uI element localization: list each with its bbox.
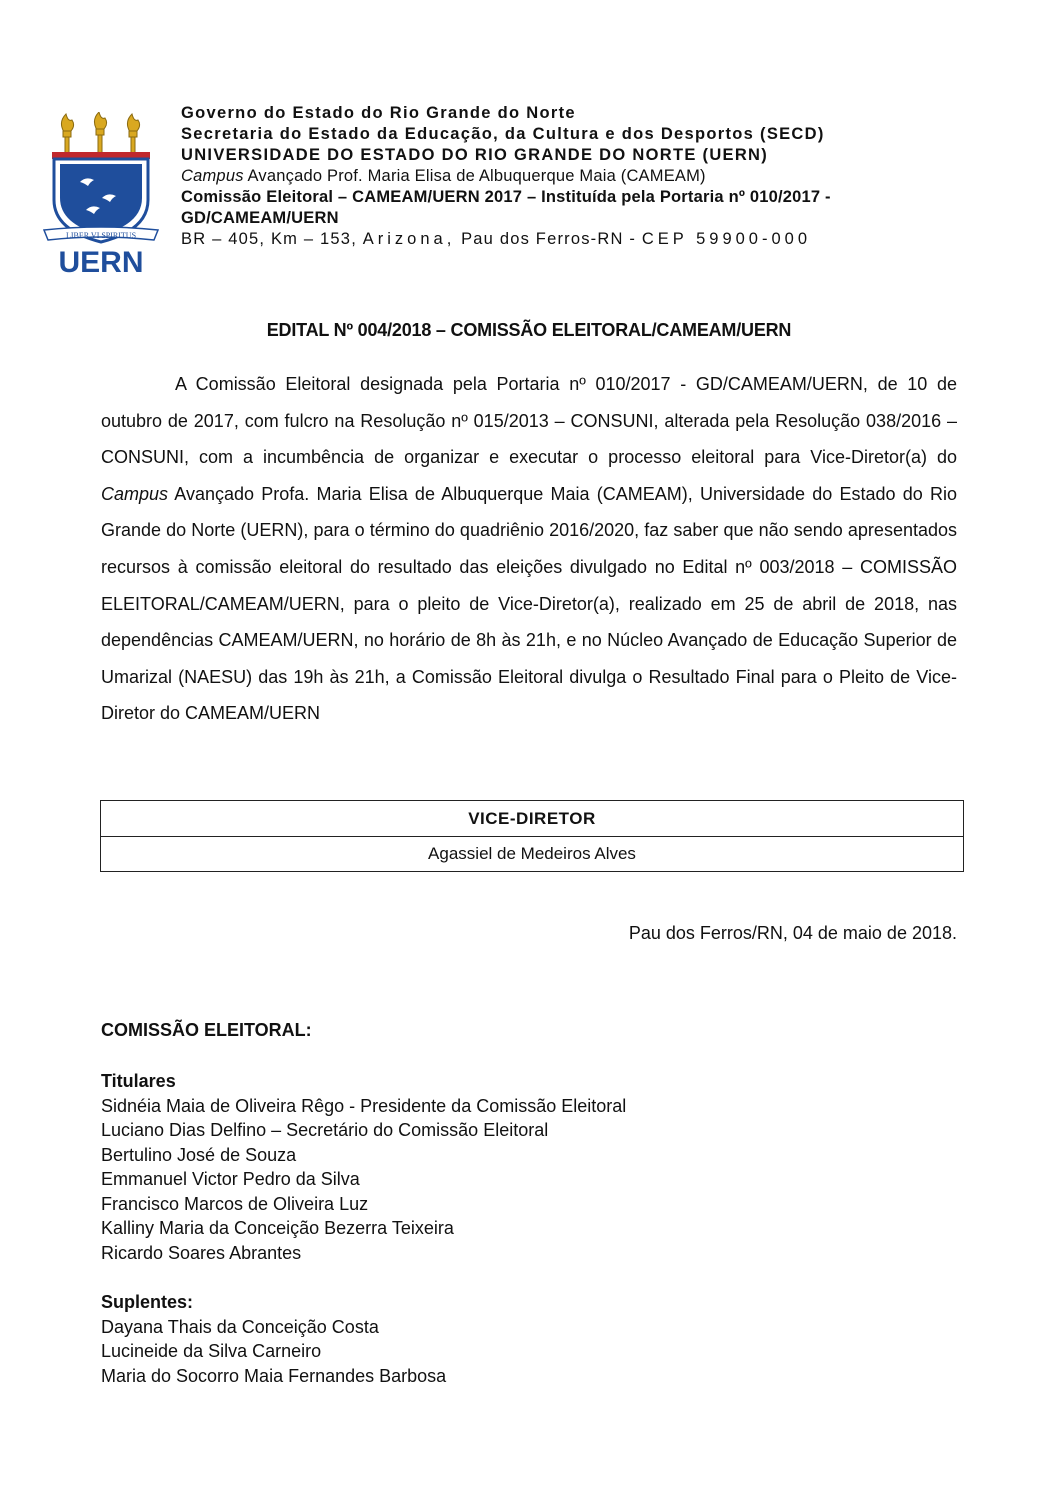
logo-motto: LIBER VI SPIRITUS (65, 231, 137, 240)
list-item: Francisco Marcos de Oliveira Luz (101, 1193, 369, 1214)
result-table (100, 800, 964, 872)
titulares-list (101, 1069, 626, 1265)
campus-italic: Campus (101, 483, 169, 504)
body-text-part: A Comissão Eleitoral designada pela Portaria nº 010/2017 - GD/CAMEAM/UERN, de 10 de outubro de 2017, com fulcro na Resolução nº 015/2013 – CONSUNI, alterada pela Resolução 038/2016 – CONSUNI, com a incumbência de organizar e executar o processo eleitoral para Vice-Diretor(a) do (101, 374, 957, 468)
torch-icon (127, 114, 139, 153)
header-secretariat: Secretaria do Estado da Educação, da Cultura e dos Desportos (SECD) (181, 125, 825, 143)
list-item: Lucineide da Silva Carneiro (101, 1341, 322, 1361)
list-item: Ricardo Soares Abrantes (101, 1242, 302, 1263)
logo-text: UERN (58, 246, 144, 276)
address-city: Arizona, (362, 230, 456, 248)
suplentes-heading: Suplentes: (101, 1292, 194, 1312)
header-campus-rest: Avançado Prof. Maria Elisa de Albuquerque Maia (CAMEAM) (243, 167, 706, 185)
document-title: EDITAL Nº 004/2018 – COMISSÃO ELEITORAL/CAMEAM/UERN (266, 320, 792, 340)
committee-title-text: COMISSÃO ELEITORAL: (101, 1020, 312, 1040)
list-item: Kalliny Maria da Conceição Bezerra Teixeira (101, 1218, 454, 1238)
list-item: Dayana Thais da Conceição Costa (101, 1316, 379, 1337)
uern-logo (42, 112, 160, 276)
list-item: Bertulino José de Souza (101, 1144, 297, 1165)
table-cell: Agassiel de Medeiros Alves (101, 837, 964, 872)
list-item: Maria do Socorro Maia Fernandes Barbosa (101, 1365, 447, 1386)
header-government: Governo do Estado do Rio Grande do Norte (181, 104, 576, 122)
letterhead (181, 103, 1001, 250)
torch-icon (94, 112, 106, 153)
list-item: Sidnéia Maia de Oliveira Rêgo - Presidente da Comissão Eleitoral (101, 1095, 627, 1116)
suplentes-list (101, 1290, 446, 1388)
date-line: Pau dos Ferros/RN, 04 de maio de 2018. (628, 923, 957, 943)
header-campus (181, 166, 1001, 187)
titulares-heading: Titulares (101, 1071, 176, 1091)
list-item: Emmanuel Victor Pedro da Silva (101, 1169, 360, 1189)
body-paragraph (101, 366, 957, 732)
list-item: Luciano Dias Delfino – Secretário do Comissão Eleitoral (101, 1120, 549, 1140)
committee-title (101, 1020, 312, 1041)
uern-crest-icon (42, 112, 160, 276)
header-university: UNIVERSIDADE DO ESTADO DO RIO GRANDE DO NORTE (UERN) (181, 146, 769, 164)
torch-icon (61, 114, 73, 153)
address-part: Pau dos Ferros-RN - (455, 230, 642, 248)
header-commission: Comissão Eleitoral – CAMEAM/UERN 2017 – Instituída pela Portaria nº 010/2017 - (181, 188, 831, 206)
body-text-part: Avançado Profa. Maria Elisa de Albuquerque Maia (CAMEAM), Universidade do Estado do Rio Grande do Norte (UERN), para o término do quadriênio 2016/2020, faz saber que não sendo apresentados recursos à comissão eleitoral do resultado das eleições divulgado no Edital nº 003/2018 – COMISSÃO ELEITORAL/CAMEAM/UERN, para o pleito de Vice-Diretor(a), realizado em 25 de abril de 2018, nas dependências CAMEAM/UERN, no horário de 8h às 21h, e no Núcleo Avançado de Educação Superior de Umarizal (NAESU) das 19h às 21h, a Comissão Eleitoral divulga o Resultado Final para o Pleito de Vice-Diretor do CAMEAM/UERN (101, 483, 957, 724)
campus-italic: Campus (181, 167, 244, 185)
address-part: BR – 405, Km – 153, (181, 230, 363, 248)
address-cep: CEP 59900-000 (641, 230, 811, 248)
table-header: VICE-DIRETOR (101, 801, 964, 837)
header-commission-cont: GD/CAMEAM/UERN (181, 209, 339, 227)
header-address (181, 229, 1001, 250)
